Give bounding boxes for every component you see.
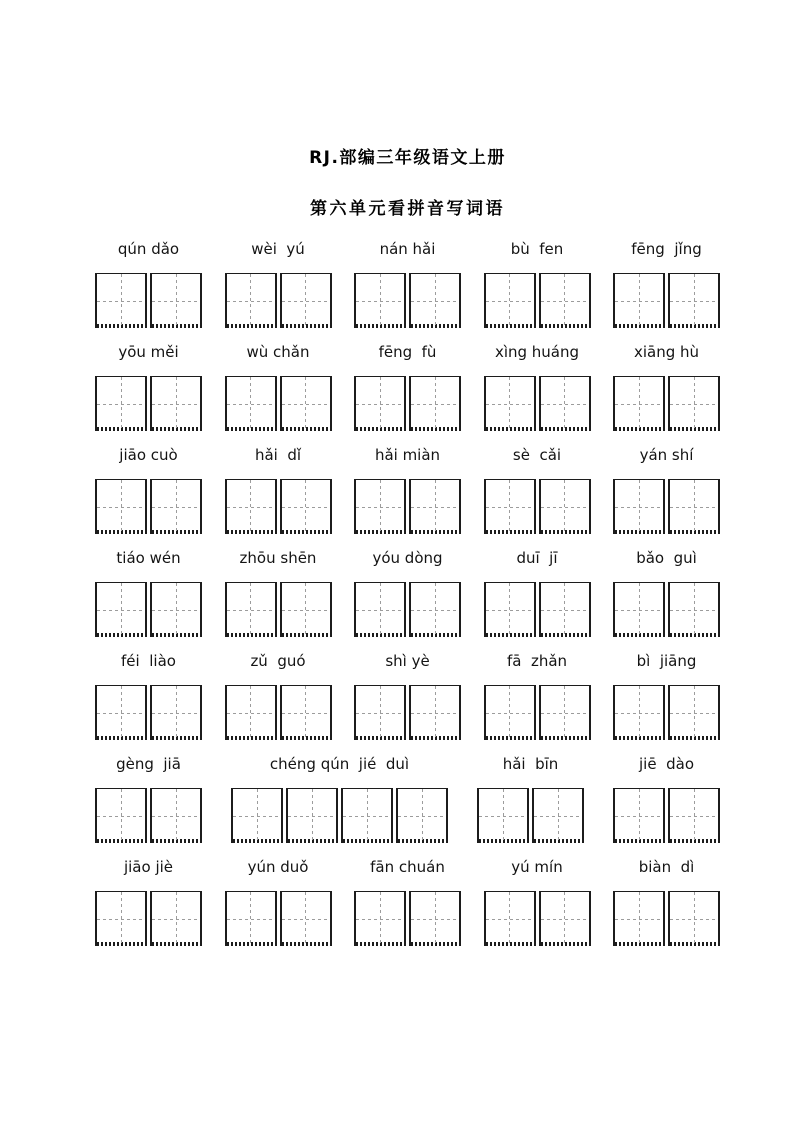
writing-box [409,376,461,431]
writing-boxes [354,582,461,637]
writing-boxes [354,376,461,431]
pinyin-label: gèng jiā [116,755,181,773]
writing-box [396,788,448,843]
writing-box [539,685,591,740]
word-row-5 [95,651,720,740]
word-row-6 [95,754,720,843]
word-row-1 [95,239,720,328]
writing-box [484,582,536,637]
page-title: RJ.部编三年级语文上册 [309,148,506,168]
writing-box [280,891,332,946]
writing-boxes [225,376,332,431]
writing-box [150,479,202,534]
writing-box [532,788,584,843]
writing-box [150,788,202,843]
writing-box [95,376,147,431]
word-group [613,651,720,740]
writing-box [613,891,665,946]
writing-boxes [613,788,720,843]
word-row-3 [95,445,720,534]
writing-boxes [225,685,332,740]
writing-box [95,788,147,843]
word-group [95,445,202,534]
writing-box [150,582,202,637]
pinyin-label: xiāng hù [633,343,700,361]
pinyin-label: zǔ guó [250,652,306,670]
word-row-2 [95,342,720,431]
writing-box [280,376,332,431]
word-group [225,548,332,637]
pinyin-label: fēng fù [378,343,437,361]
writing-box [280,685,332,740]
writing-box [409,891,461,946]
writing-box [484,891,536,946]
writing-boxes [95,479,202,534]
writing-boxes [354,891,461,946]
writing-box [354,376,406,431]
writing-box [613,479,665,534]
word-group [613,548,720,637]
word-group [225,239,332,328]
writing-box [539,273,591,328]
pinyin-label: féi liào [121,652,176,670]
writing-box [225,376,277,431]
writing-boxes [225,273,332,328]
word-group [484,548,591,637]
writing-boxes [225,582,332,637]
writing-boxes [95,685,202,740]
pinyin-label: biàn dì [638,858,695,876]
pinyin-label: shì yè [385,652,430,670]
writing-boxes [231,788,448,843]
writing-box [539,582,591,637]
writing-box [231,788,283,843]
pinyin-label: fēng jǐng [631,240,702,258]
writing-boxes [225,479,332,534]
writing-box [225,273,277,328]
word-group [225,342,332,431]
writing-box [354,273,406,328]
pinyin-label: yóu dòng [372,549,443,567]
word-group [484,239,591,328]
pinyin-label: chéng qún jié duì [269,755,410,773]
writing-box [539,479,591,534]
writing-box [613,582,665,637]
word-group [613,342,720,431]
writing-box [150,891,202,946]
writing-box [484,479,536,534]
pinyin-label: jiē dào [639,755,694,773]
writing-box [150,273,202,328]
writing-box [150,685,202,740]
pinyin-label: jiāo jiè [123,858,174,876]
writing-box [341,788,393,843]
pinyin-label: hǎi bīn [502,755,559,773]
writing-box [668,685,720,740]
writing-boxes [484,376,591,431]
word-group [225,445,332,534]
writing-boxes [354,479,461,534]
word-row-4 [95,548,720,637]
pinyin-label: yú mín [511,858,563,876]
writing-box [225,685,277,740]
pinyin-label: wèi yú [251,240,305,258]
writing-box [668,479,720,534]
pinyin-label: sè cǎi [512,446,562,464]
writing-boxes [484,891,591,946]
writing-box [354,479,406,534]
word-group [484,445,591,534]
pinyin-label: wù chǎn [246,343,310,361]
writing-box [225,891,277,946]
writing-box [95,891,147,946]
word-group [354,342,461,431]
writing-box [150,376,202,431]
writing-box [539,891,591,946]
writing-box [280,479,332,534]
word-group [225,651,332,740]
writing-box [409,273,461,328]
pinyin-label: tiáo wén [116,549,181,567]
pinyin-label: duī jī [516,549,558,567]
word-group [95,857,202,946]
word-group [95,239,202,328]
writing-box [613,376,665,431]
word-group [225,857,332,946]
writing-box [668,788,720,843]
word-group [95,342,202,431]
writing-box [409,479,461,534]
word-group [354,548,461,637]
writing-box [286,788,338,843]
writing-box [613,685,665,740]
writing-box [484,273,536,328]
writing-box [668,891,720,946]
writing-box [95,273,147,328]
pinyin-label: qún dǎo [117,240,180,258]
writing-box [95,582,147,637]
writing-boxes [484,479,591,534]
writing-box [354,891,406,946]
word-group [613,239,720,328]
writing-box [484,376,536,431]
pinyin-label: bì jiāng [636,652,697,670]
pinyin-label: hǎi dǐ [254,446,302,464]
writing-boxes [484,582,591,637]
pinyin-label: nán hǎi [379,240,436,258]
word-group [354,857,461,946]
writing-boxes [477,788,584,843]
writing-boxes [95,582,202,637]
pinyin-label: zhōu shēn [239,549,317,567]
writing-boxes [613,685,720,740]
pinyin-label: fā zhǎn [506,652,568,670]
writing-boxes [484,685,591,740]
word-group [231,754,448,843]
word-group [354,651,461,740]
writing-box [354,582,406,637]
word-group [477,754,584,843]
writing-box [668,273,720,328]
writing-boxes [613,273,720,328]
writing-boxes [95,376,202,431]
pinyin-label: yún duǒ [247,858,309,876]
pinyin-label: yōu měi [118,343,179,361]
word-group [613,445,720,534]
writing-box [225,582,277,637]
writing-boxes [354,685,461,740]
writing-box [409,582,461,637]
word-group [95,754,202,843]
writing-box [225,479,277,534]
word-group [484,342,591,431]
writing-box [613,273,665,328]
writing-box [95,479,147,534]
writing-box [477,788,529,843]
writing-box [409,685,461,740]
writing-box [354,685,406,740]
writing-box [280,273,332,328]
page-subtitle: 第六单元看拼音写词语 [310,199,505,219]
word-row-7 [95,857,720,946]
pinyin-label: jiāo cuò [119,446,178,464]
word-group [354,239,461,328]
word-group [95,651,202,740]
writing-boxes [354,273,461,328]
pinyin-label: xìng huáng [494,343,580,361]
word-group [354,445,461,534]
word-group [484,651,591,740]
pinyin-label: yán shí [639,446,694,464]
writing-box [95,685,147,740]
word-group [95,548,202,637]
writing-box [484,685,536,740]
writing-boxes [613,582,720,637]
word-group [613,754,720,843]
writing-boxes [613,479,720,534]
writing-box [613,788,665,843]
word-group [613,857,720,946]
writing-boxes [613,376,720,431]
word-group [484,857,591,946]
pinyin-label: fān chuán [370,858,445,876]
pinyin-label: bù fen [510,240,564,258]
writing-box [668,376,720,431]
pinyin-label: hǎi miàn [374,446,441,464]
writing-boxes [95,273,202,328]
writing-box [668,582,720,637]
writing-boxes [225,891,332,946]
writing-boxes [484,273,591,328]
writing-boxes [95,788,202,843]
pinyin-label: bǎo guì [636,549,697,567]
writing-boxes [613,891,720,946]
writing-box [280,582,332,637]
writing-boxes [95,891,202,946]
writing-box [539,376,591,431]
